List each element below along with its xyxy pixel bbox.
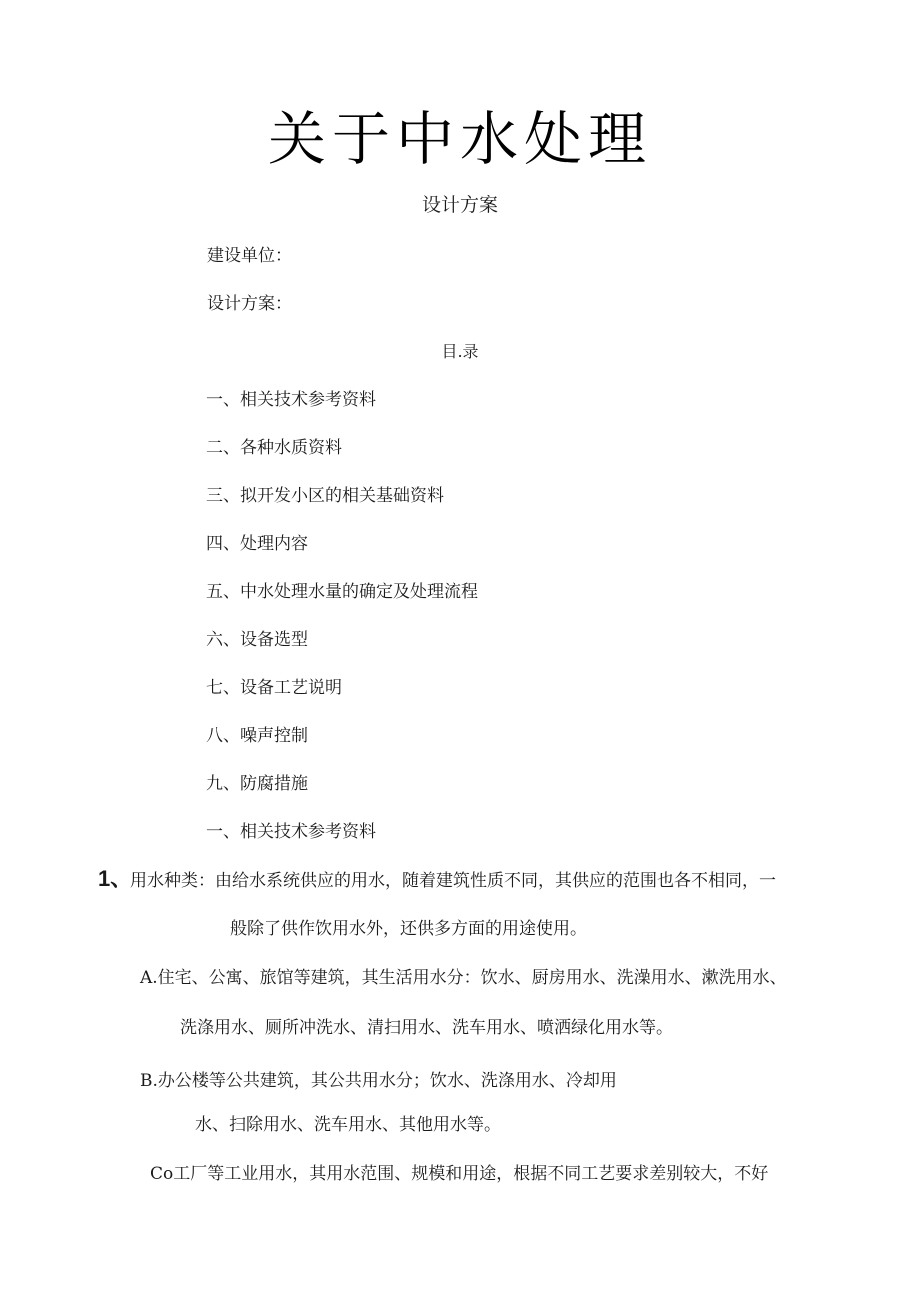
- toc-heading: 目.录: [441, 342, 479, 361]
- toc-item: 七、设备工艺说明: [206, 678, 342, 698]
- section-heading: 一、相关技术参考资料: [206, 822, 376, 842]
- paragraph-line: A.住宅、公寓、旅馆等建筑，其生活用水分：饮水、厨房用水、洗澡用水、漱洗用水、: [140, 968, 787, 988]
- document-title: 关于中水处理: [267, 105, 652, 173]
- paragraph-line: 水、扫除用水、洗车用水、其他用水等。: [195, 1115, 501, 1135]
- design-plan-field-label: 设计方案：: [207, 294, 292, 314]
- paragraph-line: Co工厂等工业用水，其用水范围、规模和用途，根据不同工艺要求差别较大，不好: [150, 1164, 769, 1184]
- paragraph-line: 般除了供作饮用水外，还供多方面的用途使用。: [230, 919, 587, 939]
- toc-item: 四、处理内容: [206, 534, 308, 554]
- document-subtitle: 设计方案: [421, 194, 498, 216]
- toc-item: 三、拟开发小区的相关基础资料: [206, 486, 444, 506]
- toc-item: 六、设备选型: [206, 630, 308, 650]
- builder-field-label: 建设单位：: [207, 246, 292, 266]
- toc-item: 九、防腐措施: [206, 774, 308, 794]
- item-number: 1、: [98, 866, 133, 891]
- paragraph-line: B.办公楼等公共建筑，其公共用水分；饮水、洗涤用水、冷却用: [140, 1071, 617, 1091]
- toc-item: 一、相关技术参考资料: [206, 390, 376, 410]
- toc-item: 八、噪声控制: [206, 726, 308, 746]
- toc-item: 五、中水处理水量的确定及处理流程: [206, 582, 478, 602]
- paragraph-line: 洗涤用水、厕所冲洗水、清扫用水、洗车用水、喷洒绿化用水等。: [180, 1018, 673, 1038]
- toc-item: 二、各种水质资料: [206, 438, 342, 458]
- paragraph-line: 用水种类：由给水系统供应的用水，随着建筑性质不同，其供应的范围也各不相同，一: [130, 871, 776, 891]
